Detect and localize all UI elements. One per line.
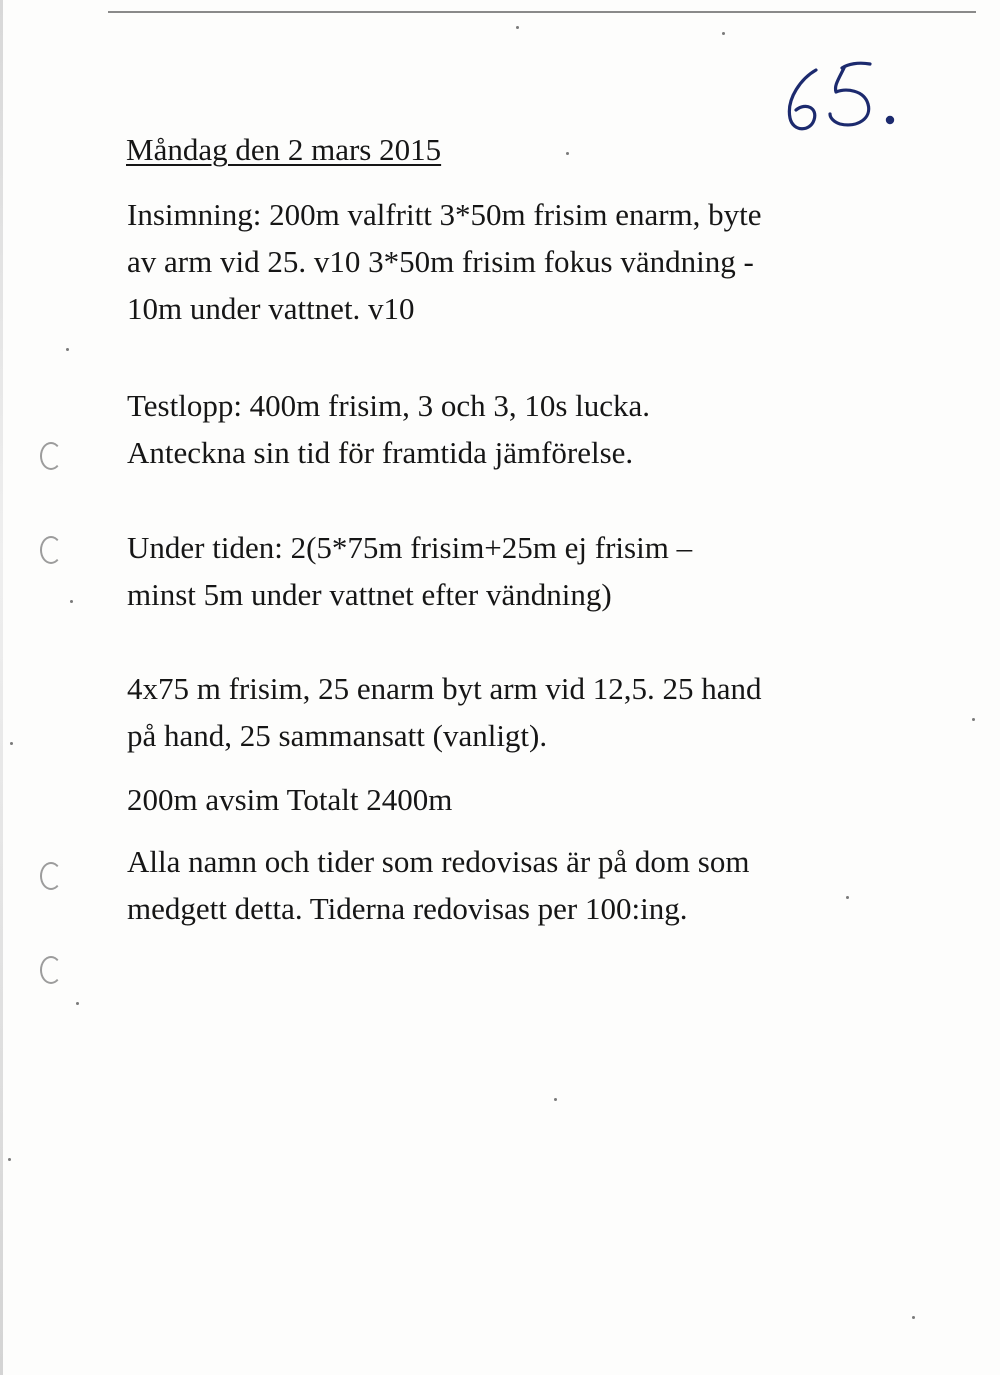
text-line: av arm vid 25. v10 3*50m frisim fokus vändning - bbox=[127, 244, 754, 279]
text-line: Insimning: 200m valfritt 3*50m frisim enarm, byte bbox=[127, 197, 762, 232]
text-line: på hand, 25 sammansatt (vanligt). bbox=[127, 718, 548, 753]
scan-speck bbox=[516, 26, 519, 29]
scan-speck bbox=[722, 32, 725, 35]
punch-hole bbox=[40, 442, 62, 470]
paragraph-during bbox=[127, 524, 887, 618]
paragraph-drill bbox=[127, 665, 887, 759]
text-line: 10m under vattnet. v10 bbox=[127, 291, 415, 326]
date-heading: Måndag den 2 mars 2015 bbox=[126, 132, 442, 167]
scan-speck bbox=[912, 1316, 915, 1319]
punch-hole bbox=[40, 536, 62, 564]
paragraph-warmup bbox=[127, 191, 887, 332]
punch-hole bbox=[40, 862, 62, 890]
punch-hole bbox=[40, 956, 62, 984]
scan-speck bbox=[972, 718, 975, 721]
scan-speck bbox=[566, 152, 569, 155]
paragraph-test-swim bbox=[127, 382, 887, 476]
text-line: Testlopp: 400m frisim, 3 och 3, 10s lucka. bbox=[127, 388, 651, 423]
text-line: Under tiden: 2(5*75m frisim+25m ej frisim – bbox=[127, 530, 693, 565]
paragraph-cooldown bbox=[127, 776, 887, 823]
text-line: 4x75 m frisim, 25 enarm byt arm vid 12,5. 25 hand bbox=[127, 671, 762, 706]
scan-speck bbox=[554, 1098, 557, 1101]
page-left-edge bbox=[0, 0, 3, 1375]
paragraph-note bbox=[127, 838, 887, 932]
scan-speck bbox=[8, 1158, 11, 1161]
handwritten-page-number bbox=[772, 52, 922, 142]
scan-speck bbox=[66, 348, 69, 351]
scan-speck bbox=[10, 742, 13, 745]
text-line: medgett detta. Tiderna redovisas per 100:ing. bbox=[127, 891, 688, 926]
scan-speck bbox=[76, 1002, 79, 1005]
text-line: minst 5m under vattnet efter vändning) bbox=[127, 577, 612, 612]
text-line: 200m avsim Totalt 2400m bbox=[127, 782, 453, 817]
text-line: Alla namn och tider som redovisas är på dom som bbox=[127, 844, 750, 879]
scan-speck bbox=[846, 896, 849, 899]
handwritten-page-number-drawing bbox=[772, 52, 922, 142]
top-rule-line bbox=[108, 11, 976, 13]
scan-speck bbox=[70, 600, 73, 603]
text-line: Anteckna sin tid för framtida jämförelse. bbox=[127, 435, 634, 470]
